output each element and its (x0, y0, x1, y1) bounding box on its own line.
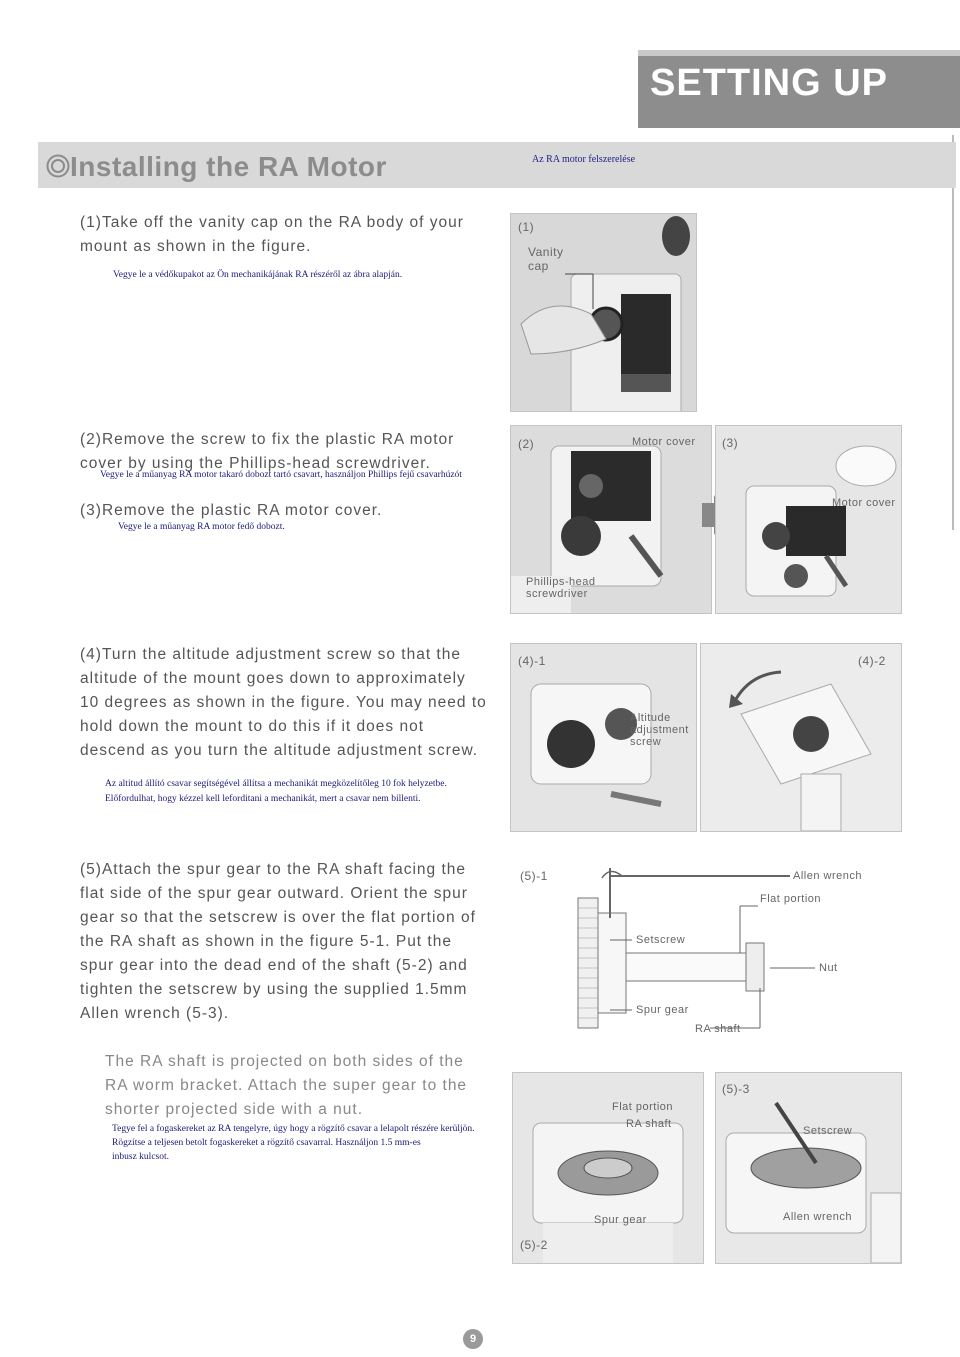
figure-5-2-label-spur: Spur gear (594, 1214, 647, 1226)
figure-5-1-diagram (510, 858, 900, 1048)
step-1-hu: Vegye le a védőkupakot az Ön mechanikájának RA részéről az ábra alapján. (113, 270, 403, 280)
page-header-title: SETTING UP (650, 62, 889, 104)
figure-5-2-label-flat: Flat portion (612, 1101, 674, 1113)
figure-5-3-label-allen: Allen wrench (783, 1211, 852, 1223)
figure-5-1-number: (5)-1 (520, 869, 548, 883)
figure-5-1-label-nut: Nut (819, 962, 838, 974)
figure-5-1-label-flat: Flat portion (760, 893, 822, 905)
figure-5-2-number: (5)-2 (520, 1238, 548, 1252)
page-number: 9 (463, 1329, 483, 1349)
figure-4-2-number: (4)-2 (858, 654, 886, 668)
figure-5-2-photo (512, 1072, 704, 1264)
step-2-text: (2)Remove the screw to fix the plastic RA motor cover by using the Phillips-head screwdriver. (80, 431, 455, 472)
figure-2-label-motor-cover: Motor cover (632, 436, 696, 448)
figure-2-number: (2) (518, 437, 535, 451)
step-5-hu-line3: inbusz kulcsot. (112, 1152, 169, 1162)
figure-4-1-photo (510, 643, 697, 832)
double-circle-icon (46, 154, 70, 183)
figure-1-label-vanity: Vanity (528, 245, 564, 259)
section-title: Installing the RA Motor (70, 151, 387, 182)
figure-5-1-label-setscrew: Setscrew (636, 934, 686, 946)
figure-5-1-label-shaft: RA shaft (695, 1023, 741, 1035)
figure-5-3-label-setscrew: Setscrew (803, 1125, 853, 1137)
figure-1-photo (510, 213, 697, 412)
step-2-hu: Vegye le a műanyag RA motor takaró dobozt tartó csavart, használjon Phillips fejű csavarhúzót (100, 470, 462, 480)
figure-3-label-motor-cover: Motor cover (832, 497, 896, 509)
figure-3-photo (715, 425, 902, 614)
figure-5-3-photo (715, 1072, 902, 1264)
step-3-hu: Vegye le a műanyag RA motor fedő dobozt. (118, 522, 285, 532)
figure-5-1-label-spur: Spur gear (636, 1004, 689, 1016)
figure-1-number: (1) (518, 220, 535, 234)
step-5-text: (5)Attach the spur gear to the RA shaft facing the flat side of the spur gear outward. Orient the spur gear so that the setscrew is over the flat portion of the RA shaft as shown in the figure 5-1. Put the spur gear into the dead end of the shaft (5-2) and tighten the setscrew by using the supplied 1.5mm Allen wrench (5-3). (80, 861, 476, 1022)
section-subtitle-hu: Az RA motor felszerelése (532, 154, 636, 165)
figure-2-label-screwdriver: screwdriver (526, 588, 588, 600)
figure-1-label-cap: cap (528, 259, 549, 273)
figure-2-label-phillips: Phillips-head (526, 576, 596, 588)
step-5-note: The RA shaft is projected on both sides of the RA worm bracket. Attach the super gear to the shorter projected side with a nut. (105, 1053, 468, 1118)
figure-4-1-label-altitude: Altitude (630, 712, 671, 724)
figure-5-2-label-shaft: RA shaft (626, 1118, 672, 1130)
figure-5-3-number: (5)-3 (722, 1082, 750, 1096)
step-5-hu-line1: Tegye fel a fogaskereket az RA tengelyre, úgy hogy a rögzítő csavar a lelapolt részére kerüljön. (112, 1124, 475, 1134)
step-3-text: (3)Remove the plastic RA motor cover. (80, 502, 383, 519)
figure-4-1-number: (4)-1 (518, 654, 546, 668)
step-1-text: (1)Take off the vanity cap on the RA body of your mount as shown in the figure. (80, 214, 464, 255)
figure-3-number: (3) (722, 436, 739, 450)
step-4-text: (4)Turn the altitude adjustment screw so that the altitude of the mount goes down to approximately 10 degrees as shown in the figure. You may need to hold down the mount to do this if it does not descend as you turn the altitude adjustment screw. (80, 646, 487, 759)
figure-5-1-label-allen: Allen wrench (793, 870, 862, 882)
step-5-hu-line2: Rögzítse a teljesen betolt fogaskereket a rögzítő csavarral. Használjon 1.5 mm-es (112, 1138, 421, 1148)
step-4-hu-line2: Előfordulhat, hogy kézzel kell leforditani a mechanikát, mert a csavar nem billenti. (105, 794, 421, 804)
figure-4-2-photo (700, 643, 902, 832)
margin-rule (952, 135, 954, 530)
figure-4-1-label-adjustment: adjustment (630, 724, 689, 736)
step-4-hu-line1: Az altitud állító csavar segítségével állítsa a mechanikát megközelítőleg 10 fok helyzetbe. (105, 779, 447, 789)
figure-4-1-label-screw: screw (630, 736, 662, 748)
